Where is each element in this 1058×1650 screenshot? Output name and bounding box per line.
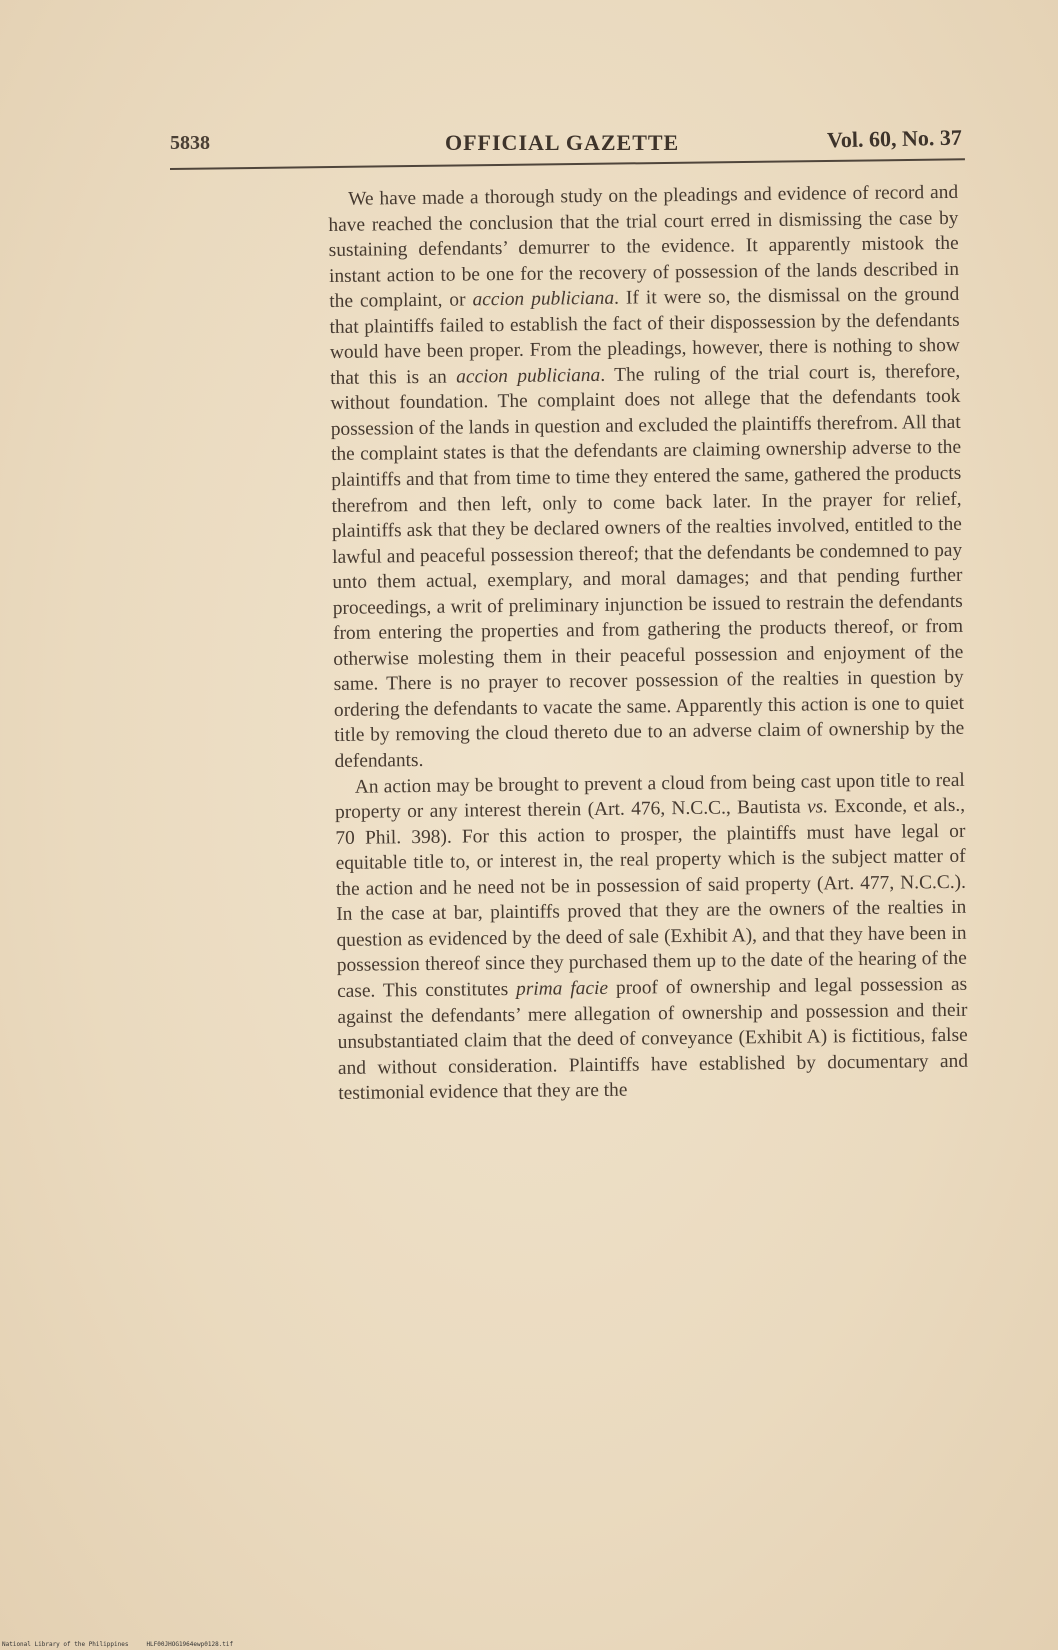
italic-term: accion publiciana (472, 287, 615, 311)
paragraph-text: We have made a thorough study on the pleadings and evidence of record and have reached the conclusion that the trial court erred in dismissing the case by sustaining defendants’ demurrer to the evidence. It apparently mistook the instant action to be one for the recovery of possession of the lands described in the complaint, or (328, 181, 960, 313)
italic-term: vs. (806, 796, 829, 818)
scan-footer (2, 1641, 233, 1648)
paragraph-text: proof of ownership and legal possession as against the defendants’ mere allegation of ownership and possession and their unsubstantiated claim that the deed of conveyance (Exhibit A) is fictitious, false and without consideration. Plaintiffs have established by documentary and testimonial evidence that they are the (337, 973, 969, 1105)
volume-number: Vol. 60, No. 37 (826, 124, 963, 153)
body-text (328, 180, 968, 1107)
page-header (170, 124, 963, 158)
italic-term: accion publiciana (456, 364, 601, 388)
paragraph-text: Exconde, et als., 70 Phil. 398). For this action to prosper, the plaintiffs must have legal or equitable title to, or interest in, the real property which is the subject matter of the action and he need not be in possession of said property (Art. 477, N.C.C.). In the case at bar, plaintiffs proved that they are the owners of the realties in question as evidenced by the deed of sale (Exhibit A), and that they have been in possession thereof since they purchased them up to the date of the hearing of the case. This constitutes (335, 794, 967, 1002)
publication-title: OFFICIAL GAZETTE (445, 130, 680, 155)
paragraph-2 (335, 767, 969, 1106)
header-rule (170, 158, 965, 170)
paragraph-text: An action may be brought to prevent a cloud from being cast upon title to real property or any interest therein (Art. 476, N.C.C., Bautista (334, 769, 965, 824)
paragraph-1 (328, 180, 965, 775)
paragraph-text: . If it were so, the dismissal on the ground that plaintiffs failed to establish the fact of their dispossession by the defendants would have been proper. From the pleadings, however, there is nothing to show that this is an (329, 284, 960, 389)
page-number: 5838 (170, 132, 210, 154)
italic-term: prima facie (515, 977, 609, 1000)
library-credit: National Library of the Philippines (2, 1641, 129, 1648)
paragraph-text: . The ruling of the trial court is, therefore, without foundation. The complaint does not allege that the defendants took possession of the lands in question and excluded the plaintiffs therefrom. All that the complaint states is that the defendants are claiming ownership adverse to the plaintiffs and that from time to time they entered the same, gathered the products therefrom and then left, only to come back later. In the prayer for relief, plaintiffs ask that they be declared owners of the realties involved, entitled to the lawful and peaceful possession thereof; that the defendants be condemned to pay unto them actual, exemplary, and moral damages; and that pending further proceedings, a writ of preliminary injunction be issued to restrain the defendants from entering the properties and from gathering the products thereof, or from otherwise molesting them in their peaceful possession and enjoyment of the same. There is no prayer to recover possession of the realties in question by ordering the defendants to vacate the same. Apparently this action is one to quiet title by removing the cloud thereto due to an adverse claim of ownership by the defendants. (330, 360, 965, 772)
file-name: HLF00JHOG1964ewp0128.tif (146, 1641, 234, 1648)
